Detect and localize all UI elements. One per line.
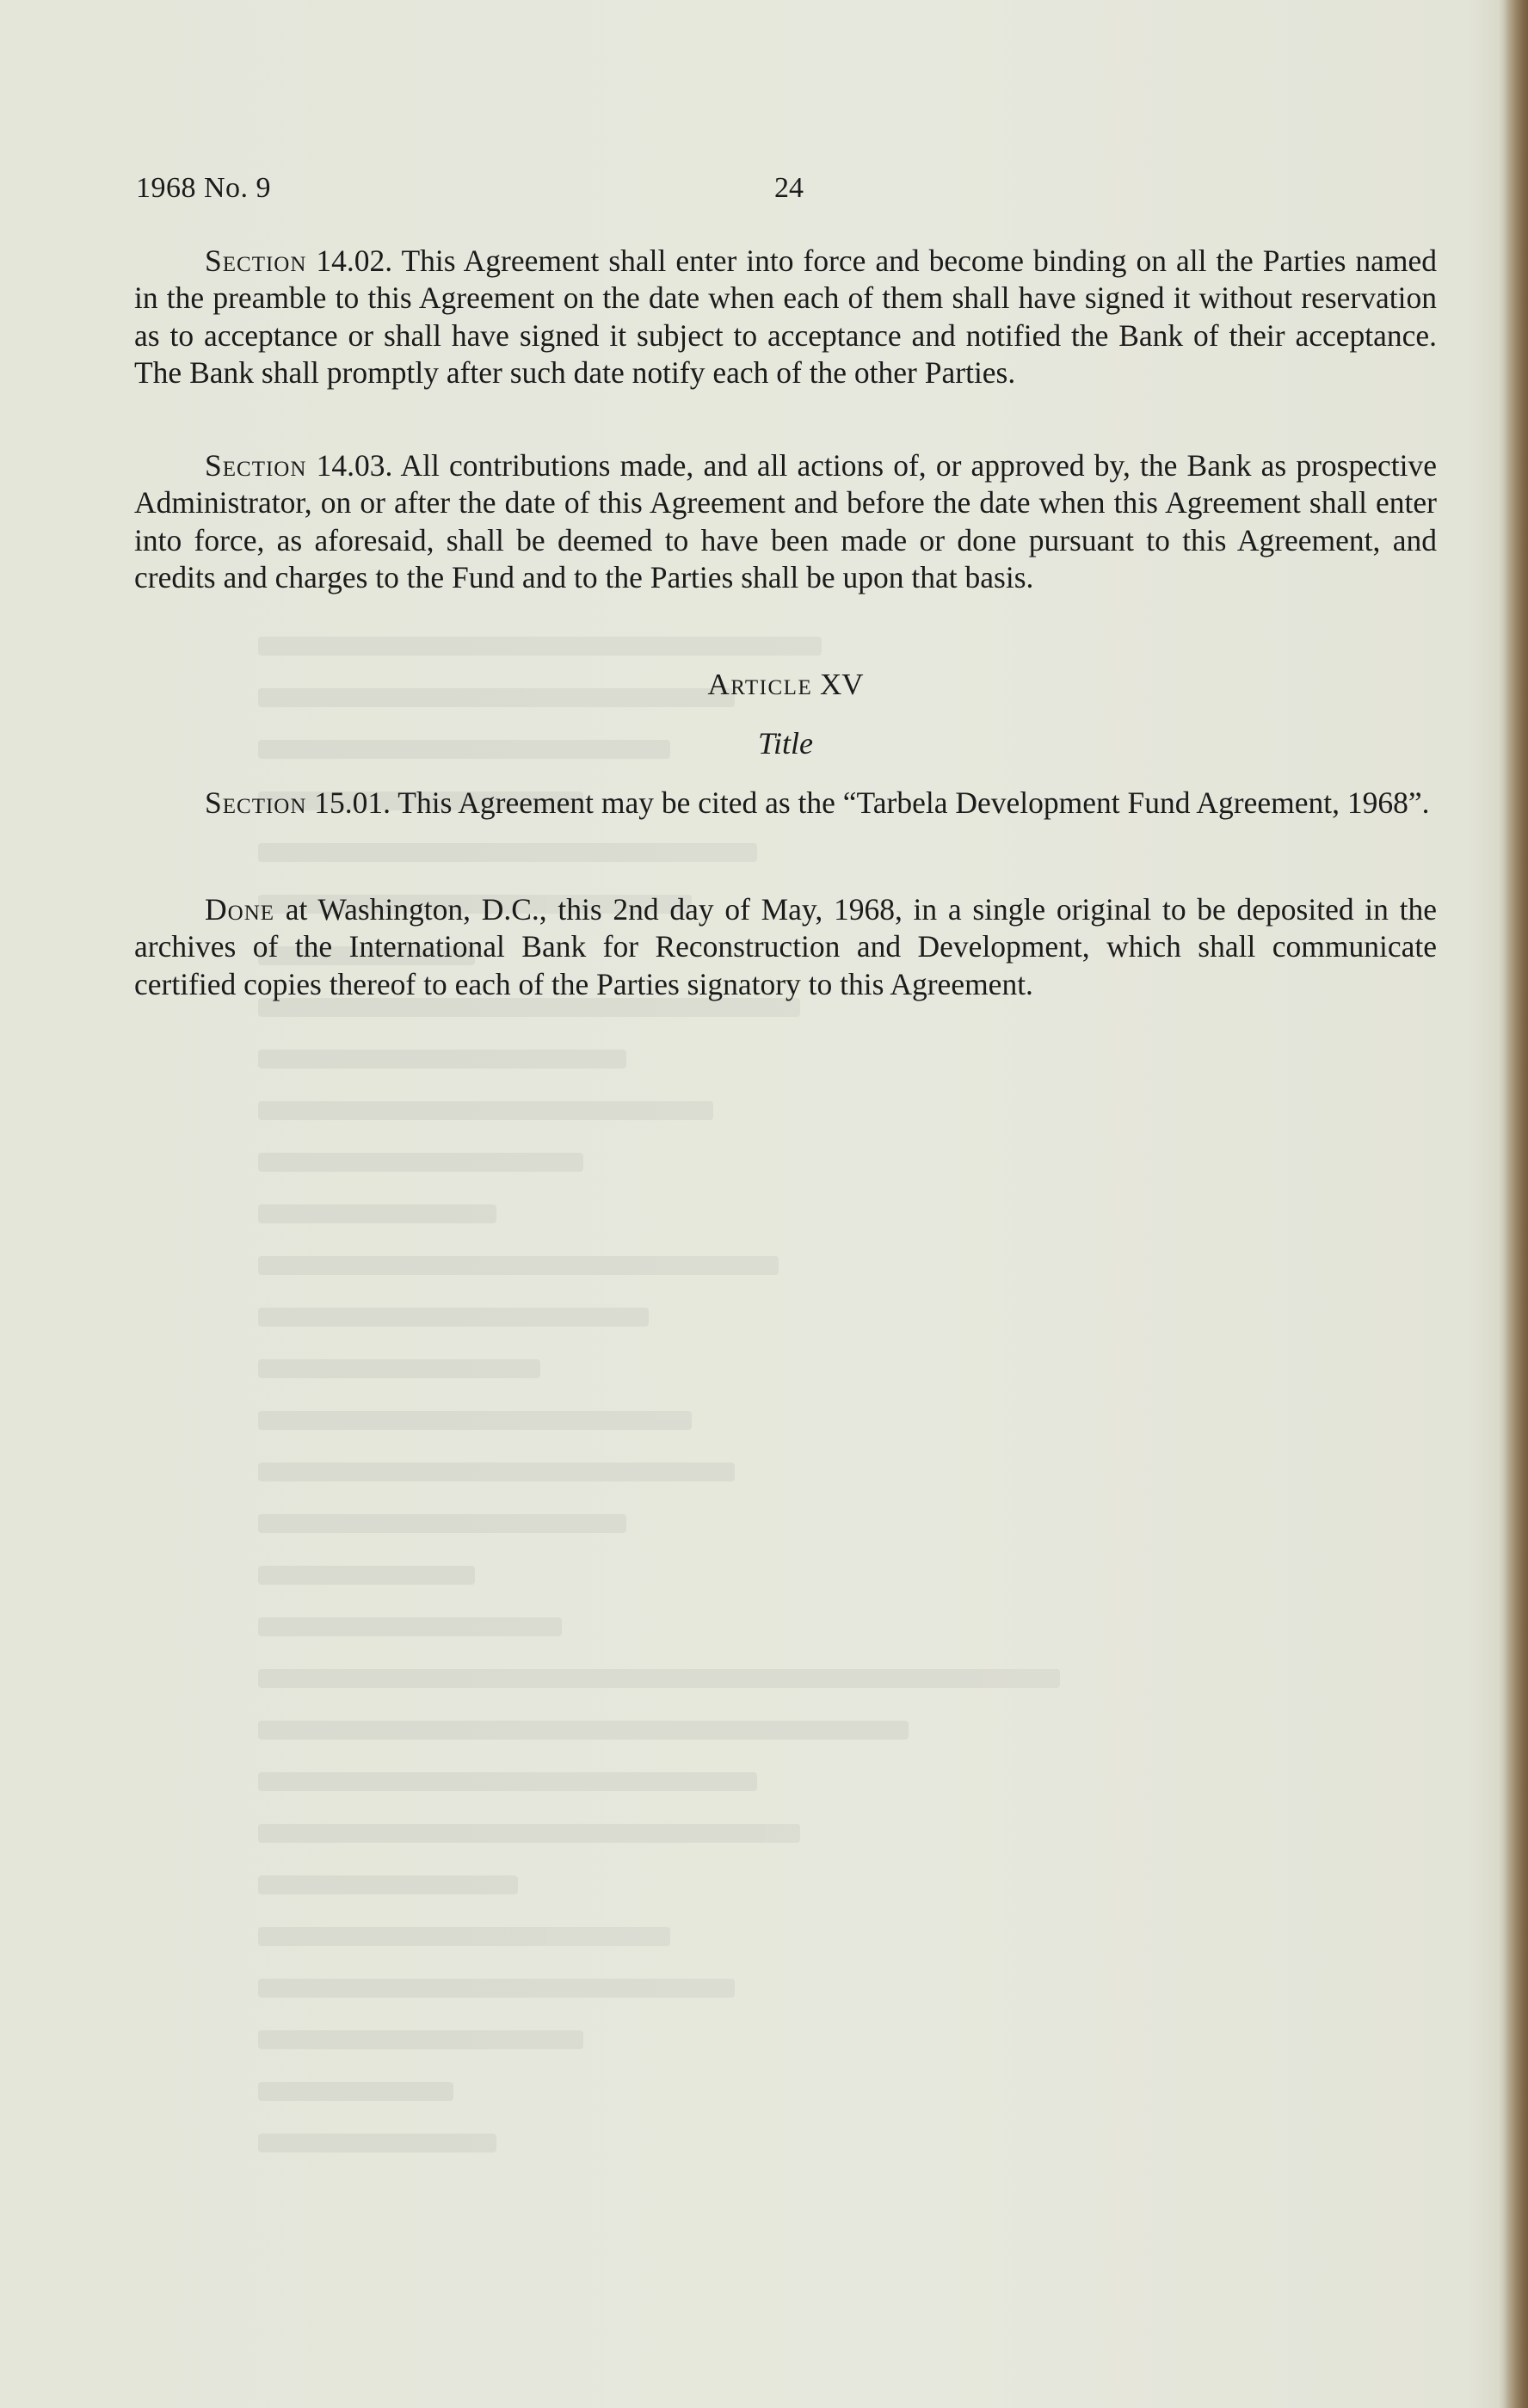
page-header [136,172,1444,215]
section-15-01-paragraph [134,785,1437,822]
series-number: 1968 No. 9 [136,172,272,204]
done-at-paragraph [134,891,1437,1003]
bleed-through-texture [258,637,1342,2323]
section-14-02-paragraph [134,243,1437,391]
section-14-03-paragraph [134,447,1437,596]
section-label: Section [205,785,307,820]
section-label: Section [205,243,307,278]
article-heading [0,668,1528,702]
binding-edge [1499,0,1528,2408]
paragraph-text: 14.02. This Agreement shall enter into force and become binding on all the Parties named in the preamble to this Agreement on the date when each of them shall have signed it without reservation as to acceptance or shall have signed it subject to acceptance and notified the Bank of their acceptance. The Bank shall promptly after such date notify each of the other Parties. [134,243,1437,390]
paragraph-text: 15.01. This Agreement may be cited as the “Tarbela Development Fund Agreement, 1968”. [306,785,1430,820]
article-word: Article [707,668,813,701]
article-number: XV [812,668,864,701]
paragraph-text: 14.03. All contributions made, and all actions of, or approved by, the Bank as prospective Administrator, on or after the date of this Agreement and before the date when this Agreement shall enter into force, as aforesaid, shall be deemed to have been made or done pursuant to this Agreement, and credits and charges to the Fund and to the Parties shall be upon that basis. [134,448,1437,594]
article-subtitle: Title [757,726,814,761]
section-label: Section [205,448,307,483]
paragraph-text: at Washington, D.C., this 2nd day of May, 1968, in a single original to be deposited in the archives of the International Bank for Reconstruction and Development, which shall communicate certified copies thereof to each of the Parties signatory to this Agreement. [134,892,1437,1001]
page-number: 24 [774,172,804,204]
done-label: Done [205,892,275,927]
